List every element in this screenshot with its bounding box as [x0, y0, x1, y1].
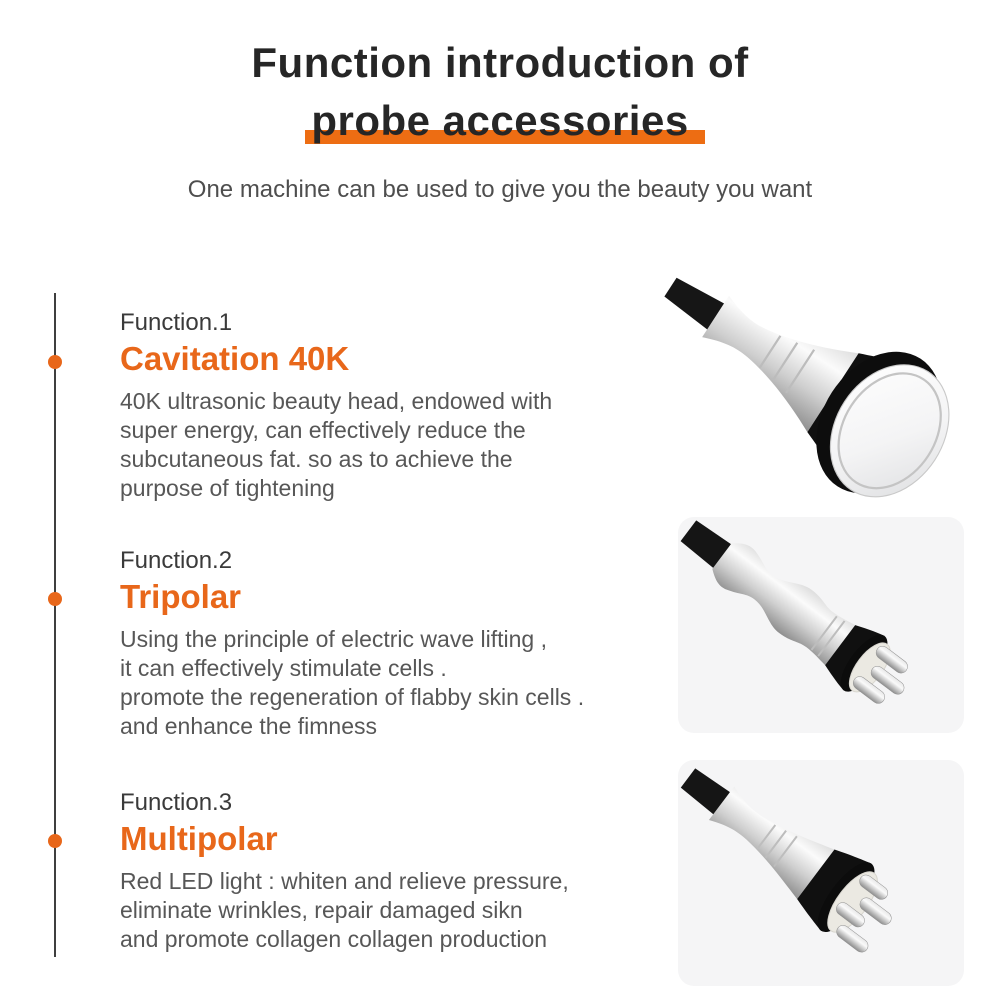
- function-description: [120, 387, 552, 503]
- product-image-multipolar: [672, 754, 972, 992]
- function-section-cavitation: [120, 309, 552, 503]
- timeline-dot-2: [48, 592, 62, 606]
- tripolar-probe-graphic: [672, 512, 972, 738]
- function-label: Function.2: [120, 547, 233, 574]
- description-line: 40K ultrasonic beauty head, endowed with: [120, 388, 553, 414]
- header: [0, 34, 1000, 204]
- product-image-cavitation-40k: [662, 250, 992, 500]
- description-line: and promote collagen collagen production: [120, 926, 548, 952]
- page-title: [0, 34, 1000, 150]
- description-line: subcutaneous fat. so as to achieve the: [120, 446, 513, 472]
- timeline-dot-3: [48, 834, 62, 848]
- page-title-line1: Function introduction of: [251, 39, 749, 86]
- description-line: eliminate wrinkles, repair damaged sikn: [120, 897, 523, 923]
- description-line: and enhance the fimness: [120, 713, 378, 739]
- page-title-line2: probe accessories: [311, 97, 689, 144]
- description-line: promote the regeneration of flabby skin cells .: [120, 684, 585, 710]
- description-line: it can effectively stimulate cells .: [120, 655, 447, 681]
- function-description: [120, 867, 569, 954]
- timeline-dot-1: [48, 355, 62, 369]
- description-line: super energy, can effectively reduce the: [120, 417, 526, 443]
- function-section-multipolar: [120, 789, 569, 954]
- function-heading: Cavitation 40K: [120, 340, 350, 377]
- function-label: Function.1: [120, 309, 233, 336]
- description-line: Using the principle of electric wave lifting ,: [120, 626, 547, 652]
- function-label: Function.3: [120, 789, 233, 816]
- timeline-line: [54, 293, 56, 957]
- product-image-tripolar: [672, 512, 972, 738]
- page-title-line2-wrap: [311, 92, 688, 150]
- multipolar-probe-graphic: [672, 754, 972, 992]
- cavitation-probe-graphic: [662, 250, 992, 500]
- function-heading: Tripolar: [120, 578, 242, 615]
- description-line: Red LED light : whiten and relieve pressure,: [120, 868, 569, 894]
- page-subtitle: One machine can be used to give you the beauty you want: [187, 176, 813, 203]
- function-section-tripolar: [120, 547, 584, 741]
- function-heading: Multipolar: [120, 820, 278, 857]
- function-description: [120, 625, 584, 741]
- description-line: purpose of tightening: [120, 475, 335, 501]
